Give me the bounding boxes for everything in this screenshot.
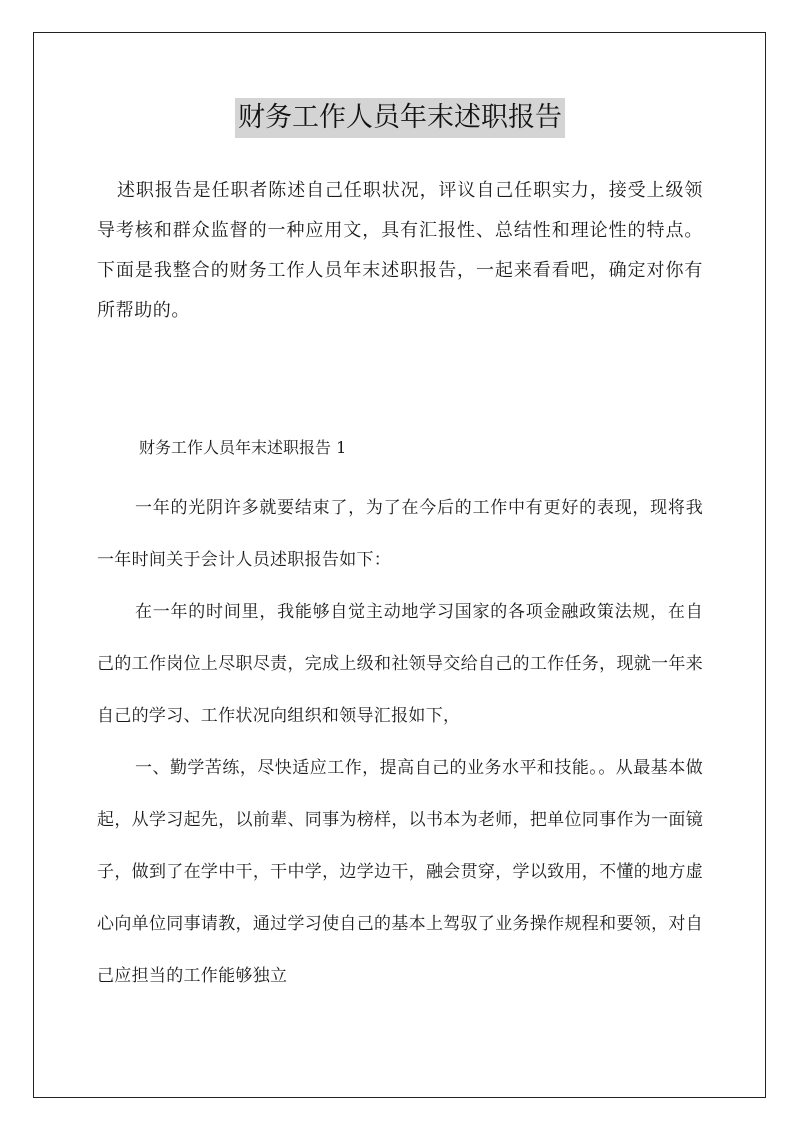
body-paragraph-1: 一年的光阴许多就要结束了，为了在今后的工作中有更好的表现，现将我一年时间关于会计人员述职报告如下： xyxy=(97,498,703,570)
section-title: 财务工作人员年末述职报告 1 xyxy=(139,438,347,457)
body-paragraph-2: 在一年的时间里，我能够自觉主动地学习国家的各项金融政策法规，在自己的工作岗位上尽职尽责，完成上级和社领导交给自己的工作任务，现就一年来自己的学习、工作状况向组织和领导汇报如下， xyxy=(97,602,703,726)
title-container xyxy=(0,98,800,138)
document-title: 财务工作人员年末述职报告 xyxy=(235,98,565,138)
intro-paragraph: 述职报告是任职者陈述自己任职状况，评议自己任职实力，接受上级领导考核和群众监督的一种应用文，具有汇报性、总结性和理论性的特点。下面是我整合的财务工作人员年末述职报告，一起来看看吧，确定对你有所帮助的。 xyxy=(97,180,703,321)
body-paragraph-3: 一、勤学苦练，尽快适应工作，提高自己的业务水平和技能。。从最基本做起，从学习起先，以前辈、同事为榜样，以书本为老师，把单位同事作为一面镜子，做到了在学中干，干中学，边学边干，融会贯穿，学以致用，不懂的地方虚心向单位同事请教，通过学习使自己的基本上驾驭了业务操作规程和要领，对自己应担当的工作能够独立 xyxy=(97,758,703,986)
